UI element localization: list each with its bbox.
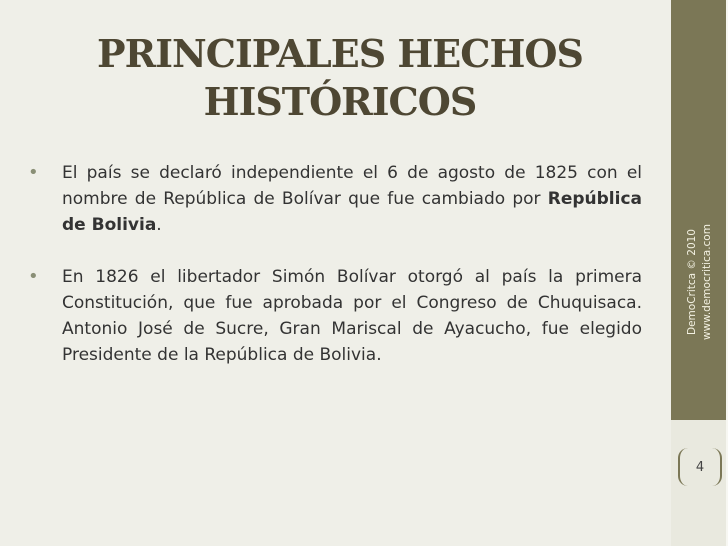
- bullet-item-1: [28, 160, 642, 238]
- bullet-bold-text: República de Bolivia: [62, 189, 642, 235]
- bullet-text: El país se declaró independiente el 6 de agosto de 1825 con el nombre de República de Bolívar que fue cambiado por: [62, 163, 642, 209]
- bullet-item-2: [28, 264, 642, 368]
- page-number-box: [678, 448, 722, 486]
- page-number: 4: [695, 459, 705, 475]
- bullet-dot-icon: •: [28, 266, 39, 287]
- bullet-suffix: .: [156, 215, 162, 235]
- bullet-text: En 1826 el libertador Simón Bolívar otorgó al país la primera Constitución, que fue aprobada por el Congreso de Chuquisaca. Antonio José de Sucre, Gran Mariscal de Ayacucho, fue elegido Presidente de la República de Bolivia.: [62, 267, 642, 365]
- bullet-dot-icon: •: [28, 162, 39, 183]
- credit-line-2: www.democritica.com: [701, 224, 713, 340]
- title-line-1: PRINCIPALES HECHOS: [97, 31, 583, 76]
- title-line-2: HISTÓRICOS: [203, 79, 477, 124]
- credit-text: [685, 182, 715, 382]
- bullet-list: [28, 160, 642, 394]
- slide-title: [40, 30, 640, 126]
- credit-line-1: DemoCritca © 2010: [686, 229, 698, 335]
